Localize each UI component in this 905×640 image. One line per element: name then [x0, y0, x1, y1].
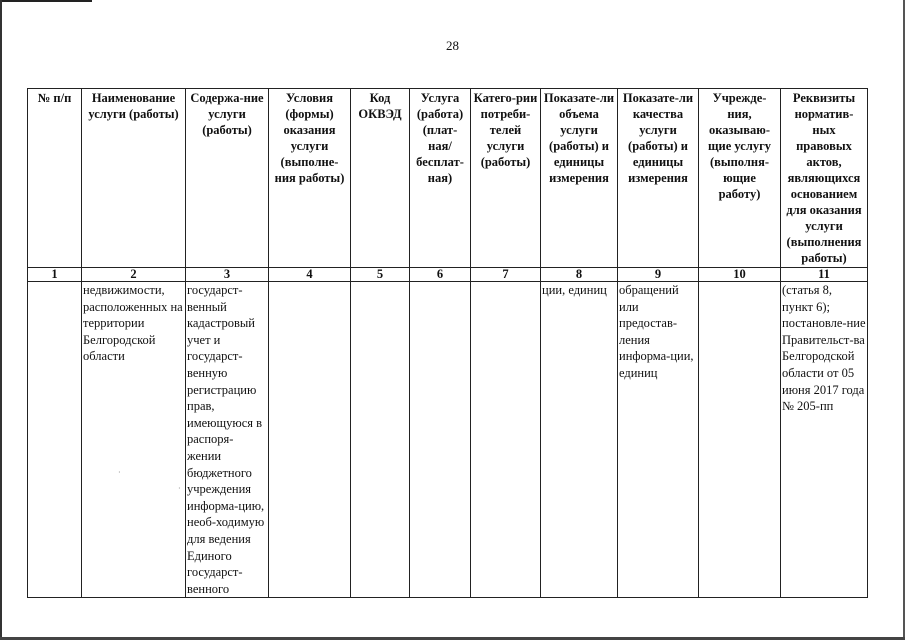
header-cell: Катего-рии потреби-телей услуги (работы) — [471, 89, 541, 268]
scan-edge-left — [0, 0, 2, 640]
table-cell — [410, 282, 471, 598]
table-cell: (статья 8, пункт 6); постановле-ние Правительст-ва Белгородской области от 05 июня 2017 года № 205-пп — [781, 282, 868, 598]
column-number: 5 — [351, 268, 410, 282]
scan-edge-top — [0, 0, 92, 2]
header-cell: Условия (формы) оказания услуги (выполне-ния работы) — [269, 89, 351, 268]
header-cell: Наименование услуги (работы) — [82, 89, 186, 268]
services-table — [27, 88, 868, 598]
column-number: 3 — [186, 268, 269, 282]
table-cell — [699, 282, 781, 598]
header-cell: Содержа-ние услуги (работы) — [186, 89, 269, 268]
table-cell — [28, 282, 82, 598]
table-cell: недвижимости, расположенных на территории Белгородской области — [82, 282, 186, 598]
column-number: 1 — [28, 268, 82, 282]
column-number: 2 — [82, 268, 186, 282]
scan-speck: · — [118, 468, 121, 477]
header-row — [28, 89, 868, 268]
table-cell: государст-венный кадастровый учет и государст-венную регистрацию прав, имеющуюся в распоря-жении бюджетного учреждения информа-цию, необ-ходимую для ведения Единого государст-венного — [186, 282, 269, 598]
scan-speck: · — [178, 484, 181, 493]
column-number: 4 — [269, 268, 351, 282]
column-number: 7 — [471, 268, 541, 282]
column-number: 10 — [699, 268, 781, 282]
header-cell: Показате-ли качества услуги (работы) и единицы измерения — [618, 89, 699, 268]
column-number: 11 — [781, 268, 868, 282]
column-number-row — [28, 268, 868, 282]
header-cell: Показате-ли объема услуги (работы) и единицы измерения — [541, 89, 618, 268]
table-row — [28, 282, 868, 598]
column-number: 6 — [410, 268, 471, 282]
column-number: 9 — [618, 268, 699, 282]
header-cell: Реквизиты норматив-ных правовых актов, являющихся основанием для оказания услуги (выполнения работы) — [781, 89, 868, 268]
column-number: 8 — [541, 268, 618, 282]
table-cell: ции, единиц — [541, 282, 618, 598]
header-cell: Услуга (работа) (плат-ная/ бесплат-ная) — [410, 89, 471, 268]
header-cell: Код ОКВЭД — [351, 89, 410, 268]
table-cell — [471, 282, 541, 598]
header-cell: Учрежде-ния, оказываю-щие услугу (выполня-ющие работу) — [699, 89, 781, 268]
table-cell — [269, 282, 351, 598]
page-number: 28 — [446, 38, 459, 53]
header-cell: № п/п — [28, 89, 82, 268]
table-cell: обращений или предостав-ления информа-ции, единиц — [618, 282, 699, 598]
table-cell — [351, 282, 410, 598]
